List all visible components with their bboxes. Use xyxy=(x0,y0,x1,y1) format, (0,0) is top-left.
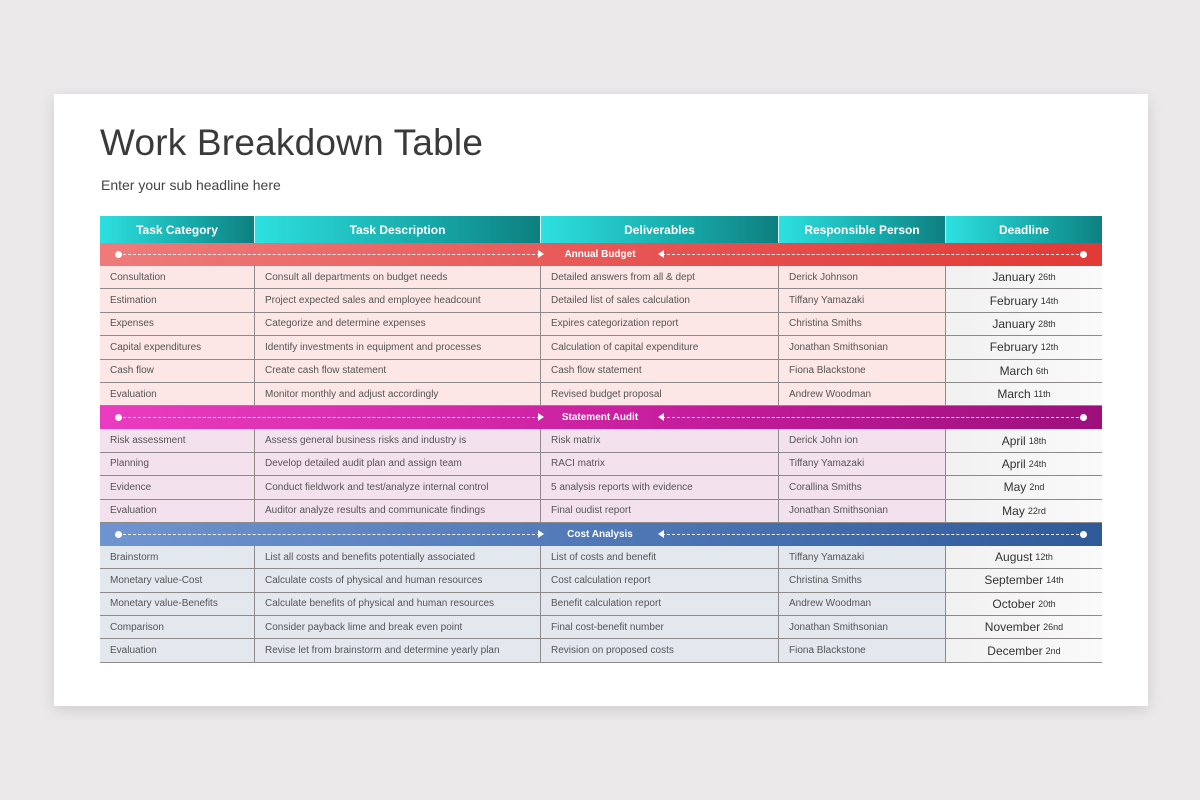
table-row xyxy=(100,616,1102,639)
deadline-month: February xyxy=(989,340,1038,355)
section-bar-cost xyxy=(100,523,1102,546)
responsible-person-cell: Jonathan Smithsonian xyxy=(779,500,946,523)
table-row xyxy=(100,383,1102,406)
deliverable-cell: List of costs and benefit xyxy=(541,546,779,569)
dashed-line xyxy=(118,254,540,255)
responsible-person-cell: Jonathan Smithsonian xyxy=(779,336,946,359)
dashed-line xyxy=(662,417,1084,418)
table-row xyxy=(100,476,1102,499)
task-description-cell: Develop detailed audit plan and assign team xyxy=(255,453,541,476)
page-subtitle: Enter your sub headline here xyxy=(101,177,281,193)
header-deliverables: Deliverables xyxy=(541,216,779,243)
dashed-line xyxy=(662,254,1084,255)
dot-icon xyxy=(1080,251,1087,258)
deadline-cell xyxy=(946,500,1102,523)
table-row xyxy=(100,429,1102,452)
deadline-month: March xyxy=(999,363,1033,378)
responsible-person-cell: Derick Johnson xyxy=(779,266,946,289)
table-row xyxy=(100,360,1102,383)
section-rows-budget xyxy=(100,266,1102,406)
task-category-cell: Consultation xyxy=(100,266,255,289)
responsible-person-cell: Tiffany Yamazaki xyxy=(779,453,946,476)
deadline-cell xyxy=(946,453,1102,476)
task-description-cell: Monitor monthly and adjust accordingly xyxy=(255,383,541,406)
responsible-person-cell: Christina Smiths xyxy=(779,313,946,336)
header-deadline: Deadline xyxy=(946,216,1102,243)
task-category-cell: Comparison xyxy=(100,616,255,639)
deadline-day: 2nd xyxy=(1045,645,1061,656)
task-description-cell: Revise let from brainstorm and determine yearly plan xyxy=(255,639,541,662)
table-row xyxy=(100,500,1102,523)
task-category-cell: Evidence xyxy=(100,476,255,499)
task-category-cell: Evaluation xyxy=(100,383,255,406)
deliverable-cell: Cash flow statement xyxy=(541,360,779,383)
table-header-row xyxy=(100,216,1102,243)
task-category-cell: Planning xyxy=(100,453,255,476)
deadline-month: May xyxy=(1003,480,1027,495)
section-rows-audit xyxy=(100,429,1102,523)
responsible-person-cell: Tiffany Yamazaki xyxy=(779,289,946,312)
task-category-cell: Monetary value-Benefits xyxy=(100,593,255,616)
task-category-cell: Expenses xyxy=(100,313,255,336)
deadline-month: February xyxy=(989,293,1038,308)
table-row xyxy=(100,266,1102,289)
task-description-cell: Auditor analyze results and communicate findings xyxy=(255,500,541,523)
dot-icon xyxy=(1080,531,1087,538)
page-title: Work Breakdown Table xyxy=(100,122,484,163)
deliverable-cell: Cost calculation report xyxy=(541,569,779,592)
deadline-day: 20th xyxy=(1038,598,1056,609)
deadline-day: 6th xyxy=(1035,365,1049,376)
task-description-cell: Calculate costs of physical and human resources xyxy=(255,569,541,592)
deadline-cell xyxy=(946,383,1102,406)
deadline-cell xyxy=(946,360,1102,383)
deliverable-cell: Final oudist report xyxy=(541,500,779,523)
deliverable-cell: RACI matrix xyxy=(541,453,779,476)
task-category-cell: Monetary value-Cost xyxy=(100,569,255,592)
deadline-cell xyxy=(946,569,1102,592)
deadline-cell xyxy=(946,429,1102,452)
responsible-person-cell: Christina Smiths xyxy=(779,569,946,592)
header-task-description: Task Description xyxy=(255,216,541,243)
task-category-cell: Risk assessment xyxy=(100,429,255,452)
responsible-person-cell: Corallina Smiths xyxy=(779,476,946,499)
deliverable-cell: Benefit calculation report xyxy=(541,593,779,616)
responsible-person-cell: Fiona Blackstone xyxy=(779,639,946,662)
task-description-cell: Consider payback lime and break even point xyxy=(255,616,541,639)
deadline-day: 24th xyxy=(1028,458,1047,469)
task-category-cell: Capital expenditures xyxy=(100,336,255,359)
section-bar-audit xyxy=(100,406,1102,429)
deadline-cell xyxy=(946,476,1102,499)
table-row xyxy=(100,336,1102,359)
section-label: Cost Analysis xyxy=(567,528,633,540)
responsible-person-cell: Fiona Blackstone xyxy=(779,360,946,383)
deadline-day: 12th xyxy=(1035,552,1053,563)
slide xyxy=(54,94,1148,706)
deadline-day: 14th xyxy=(1046,575,1064,586)
task-category-cell: Brainstorm xyxy=(100,546,255,569)
deadline-month: November xyxy=(984,620,1041,635)
deadline-cell xyxy=(946,313,1102,336)
table-row xyxy=(100,593,1102,616)
task-description-cell: Conduct fieldwork and test/analyze internal control xyxy=(255,476,541,499)
deadline-cell xyxy=(946,546,1102,569)
deliverable-cell: 5 analysis reports with evidence xyxy=(541,476,779,499)
responsible-person-cell: Andrew Woodman xyxy=(779,383,946,406)
dashed-line xyxy=(662,534,1084,535)
deadline-month: January xyxy=(992,316,1036,331)
task-description-cell: Identify investments in equipment and processes xyxy=(255,336,541,359)
task-description-cell: Calculate benefits of physical and human resources xyxy=(255,593,541,616)
section-rows-cost xyxy=(100,546,1102,663)
table-row xyxy=(100,546,1102,569)
deadline-day: 28th xyxy=(1038,318,1056,329)
deadline-day: 22rd xyxy=(1027,505,1046,516)
section-bar-budget xyxy=(100,243,1102,266)
deadline-day: 11th xyxy=(1033,389,1051,400)
table-body xyxy=(100,243,1102,663)
task-description-cell: Assess general business risks and industry is xyxy=(255,429,541,452)
deliverable-cell: Final cost-benefit number xyxy=(541,616,779,639)
deliverable-cell: Detailed list of sales calculation xyxy=(541,289,779,312)
deadline-month: April xyxy=(1001,456,1026,471)
deadline-month: March xyxy=(997,387,1031,402)
deadline-month: May xyxy=(1002,503,1025,518)
deadline-day: 26nd xyxy=(1043,622,1064,633)
deadline-cell xyxy=(946,616,1102,639)
deadline-month: October xyxy=(992,596,1036,611)
deliverable-cell: Risk matrix xyxy=(541,429,779,452)
table-row xyxy=(100,313,1102,336)
deliverable-cell: Expires categorization report xyxy=(541,313,779,336)
responsible-person-cell: Derick John ion xyxy=(779,429,946,452)
deadline-month: September xyxy=(984,573,1044,588)
dashed-line xyxy=(118,534,540,535)
section-label: Statement Audit xyxy=(561,412,639,424)
responsible-person-cell: Andrew Woodman xyxy=(779,593,946,616)
deadline-cell xyxy=(946,266,1102,289)
dot-icon xyxy=(1080,414,1087,421)
deliverable-cell: Calculation of capital expenditure xyxy=(541,336,779,359)
deliverable-cell: Revision on proposed costs xyxy=(541,639,779,662)
deadline-month: April xyxy=(1001,433,1026,448)
table-row xyxy=(100,453,1102,476)
task-description-cell: Create cash flow statement xyxy=(255,360,541,383)
task-description-cell: List all costs and benefits potentially associated xyxy=(255,546,541,569)
deadline-day: 18th xyxy=(1028,435,1047,446)
deliverable-cell: Detailed answers from all & dept xyxy=(541,266,779,289)
deliverable-cell: Revised budget proposal xyxy=(541,383,779,406)
table-row xyxy=(100,569,1102,592)
deadline-month: December xyxy=(987,643,1043,658)
deadline-month: January xyxy=(992,270,1036,285)
task-category-cell: Evaluation xyxy=(100,500,255,523)
deadline-cell xyxy=(946,289,1102,312)
task-description-cell: Project expected sales and employee headcount xyxy=(255,289,541,312)
task-category-cell: Evaluation xyxy=(100,639,255,662)
task-description-cell: Categorize and determine expenses xyxy=(255,313,541,336)
deadline-day: 14th xyxy=(1040,295,1059,306)
responsible-person-cell: Jonathan Smithsonian xyxy=(779,616,946,639)
responsible-person-cell: Tiffany Yamazaki xyxy=(779,546,946,569)
task-category-cell: Cash flow xyxy=(100,360,255,383)
section-label: Annual Budget xyxy=(564,249,636,260)
table-row xyxy=(100,639,1102,662)
deadline-day: 2nd xyxy=(1029,482,1045,493)
deadline-day: 12th xyxy=(1040,342,1059,353)
deadline-cell xyxy=(946,639,1102,662)
header-responsible-person: Responsible Person xyxy=(779,216,946,243)
work-breakdown-table xyxy=(100,216,1102,663)
deadline-month: August xyxy=(995,550,1033,565)
header-task-category: Task Category xyxy=(100,216,255,243)
deadline-cell xyxy=(946,336,1102,359)
deadline-day: 26th xyxy=(1038,272,1056,283)
dashed-line xyxy=(118,417,540,418)
table-row xyxy=(100,289,1102,312)
deadline-cell xyxy=(946,593,1102,616)
task-description-cell: Consult all departments on budget needs xyxy=(255,266,541,289)
task-category-cell: Estimation xyxy=(100,289,255,312)
